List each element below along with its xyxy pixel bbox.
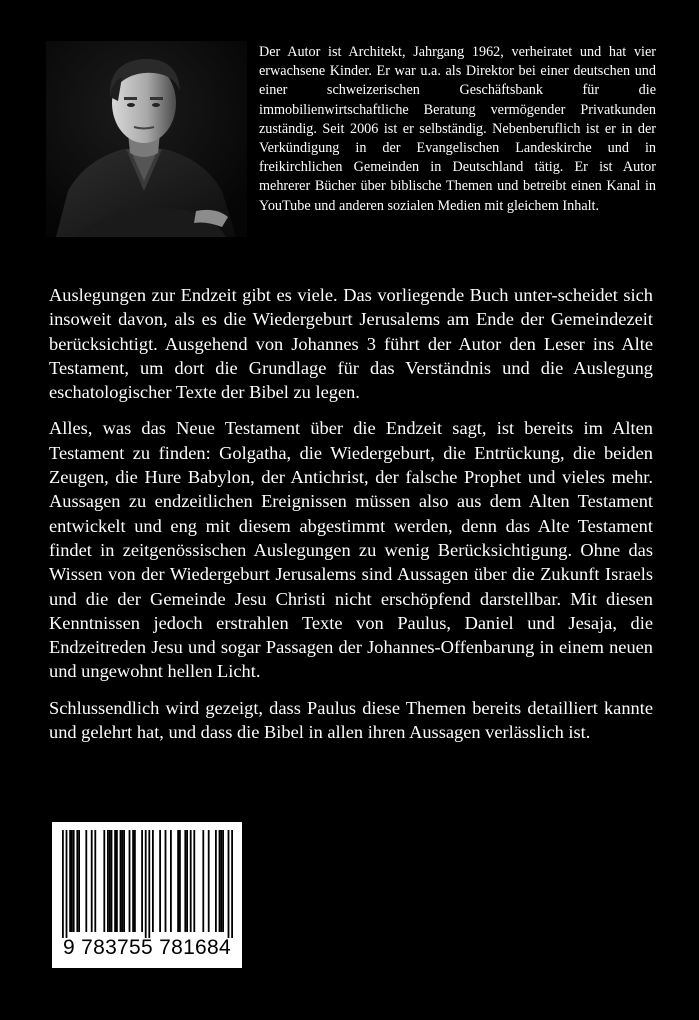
barcode-bar <box>91 830 93 932</box>
blurb-paragraph-2: Alles, was das Neue Testament über die Endzeit sagt, ist bereits im Alten Testament zu finden: Golgatha, die Wiedergeburt, die Entrückung, die beiden Zeugen, die Hure Babylon, der Antichrist, der falsche Prophet und vieles mehr. Aussagen zu endzeitlichen Ereignissen müssen also aus dem Alten Testament entwickelt und eng mit diesem abgestimmt werden, denn das Alte Testament findet in zeitgenössischen Auslegungen zu wenig Berücksichtigung. Ohne das Wissen von der Wiedergeburt Jerusalems sind Aussagen über die Zukunft Israels und die der Gemeinde Jesu Christi nicht erschöpfend darstellbar. Mit diesen Kenntnissen jedoch erstrahlen Texte von Paulus, Daniel und Jesaja, die Endzeitreden Jesu und sogar Passagen der Johannes-Offenbarung in einem neuen und ungewohnt hellen Licht. <box>49 418 653 682</box>
barcode-bar <box>114 830 116 932</box>
barcode-bar <box>184 830 186 932</box>
barcode-bar <box>85 830 87 932</box>
barcode-bar <box>132 830 134 932</box>
isbn-digits: 9 783755 781684 <box>63 936 231 959</box>
barcode-bar <box>170 830 172 932</box>
barcode-bar <box>73 830 75 932</box>
barcode-bar <box>220 830 222 932</box>
barcode-bar <box>121 830 123 932</box>
author-photo <box>46 41 247 237</box>
barcode-bar <box>109 830 111 932</box>
barcode-bar <box>107 830 109 932</box>
blurb-paragraph-1: Auslegungen zur Endzeit gibt es viele. Das vorliegende Buch unter-scheidet sich insoweit davon, als es die Wiedergeburt Jerusalems am Ende der Gemeindezeit berücksichtigt. Ausgehend von Johannes 3 führt der Autor den Leser ins Alte Testament, um dort die Grundlage für das Verständnis und die Auslegung eschatologischer Texte der Bibel zu legen. <box>49 285 653 403</box>
barcode-bar <box>222 830 224 932</box>
isbn-barcode <box>52 822 242 968</box>
barcode-bar <box>129 830 131 932</box>
barcode-bar <box>193 830 195 932</box>
barcode-bar <box>66 830 68 938</box>
barcode-bar <box>71 830 73 932</box>
book-blurb <box>49 283 653 756</box>
barcode-bar <box>145 830 147 938</box>
barcode-bar <box>78 830 80 932</box>
barcode-bar <box>94 830 96 932</box>
barcode-bar <box>62 830 64 938</box>
barcode-bar <box>219 830 221 932</box>
barcode-bar <box>152 830 154 932</box>
barcode-bar <box>190 830 192 932</box>
barcode-bar <box>134 830 136 932</box>
barcode-bar <box>148 830 150 938</box>
barcode-bar <box>141 830 143 932</box>
barcode-bar <box>116 830 118 932</box>
barcode-bar <box>208 830 210 932</box>
barcode-bar <box>231 830 233 938</box>
barcode-bar <box>69 830 71 932</box>
barcode-bar <box>165 830 167 932</box>
barcode-bar <box>215 830 217 932</box>
barcode-bar <box>120 830 122 932</box>
barcode-bar <box>228 830 230 938</box>
author-bio: Der Autor ist Architekt, Jahrgang 1962, verheiratet und hat vier erwachsene Kinder. Er war u.a. als Direktor bei einer deutschen und einer schweizerischen Geschäftsbank für die immobilienwirtschaftliche Beratung vermögender Privatkunden zuständig. Seit 2006 ist er selbständig. Nebenberuflich ist er in der Verkündigung in der Evangelischen Landeskirche und in freikirchlichen Gemeinden in Deutschland tätig. Er ist Autor mehrerer Bücher über biblische Themen und betreibt einen Kanal in YouTube und anderen sozialen Medien mit gleichem Inhalt. <box>259 44 656 214</box>
barcode-bar <box>177 830 179 932</box>
barcode-bar <box>186 830 188 932</box>
barcode-bar <box>103 830 105 932</box>
barcode-bar <box>111 830 113 932</box>
barcode-bar <box>123 830 125 932</box>
barcode-bar <box>202 830 204 932</box>
barcode-bar <box>179 830 181 932</box>
barcode-bar <box>159 830 161 932</box>
barcode-bar <box>76 830 78 932</box>
author-portrait-graphic <box>46 41 247 237</box>
blurb-paragraph-3: Schlussendlich wird gezeigt, dass Paulus diese Themen bereits detailliert kannte und gelehrt hat, und dass die Bibel in allen ihren Aussagen verlässlich ist. <box>49 697 653 743</box>
